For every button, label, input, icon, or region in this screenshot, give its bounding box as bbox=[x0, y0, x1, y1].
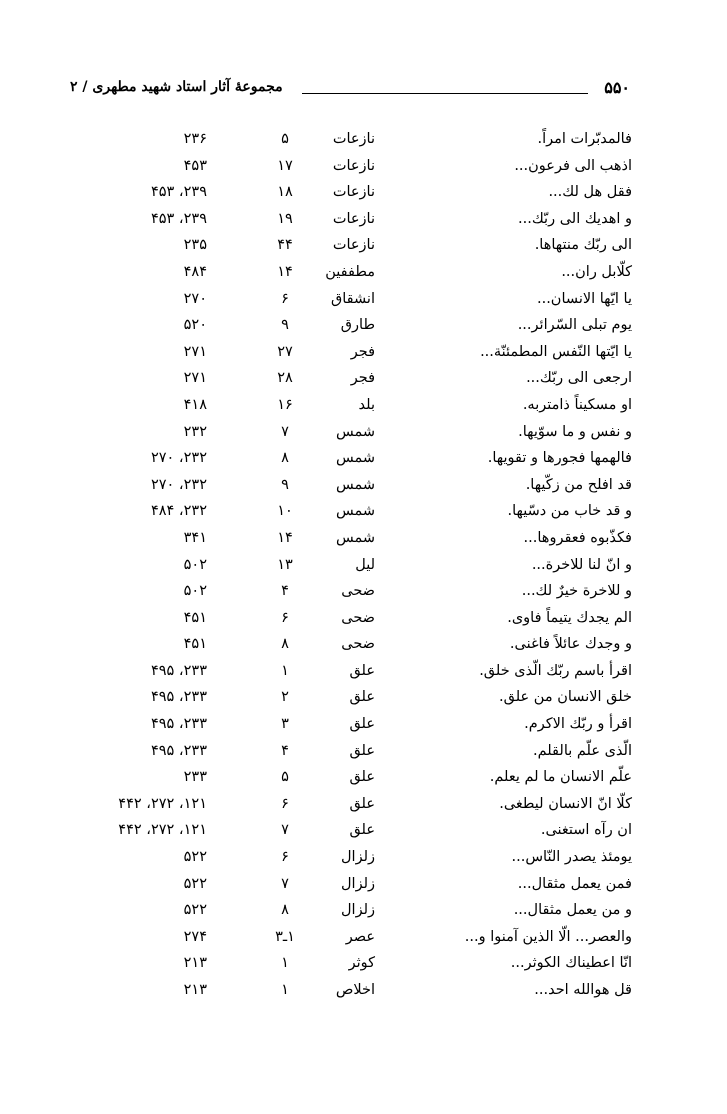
verse-text: فقل هل لك... bbox=[548, 184, 632, 201]
verse-number: ۹ bbox=[281, 476, 289, 493]
verse-text: و قد خاب من دسّیها. bbox=[507, 503, 632, 520]
page-refs: ۴۵۳ bbox=[183, 157, 207, 174]
page-refs: ۲۳۹، ۴۵۳ bbox=[150, 210, 207, 227]
verse-text: انّا اعطیناك الكوثر... bbox=[510, 955, 632, 972]
verse-number: ۱۳ bbox=[277, 556, 293, 573]
page-refs: ۲۳۵ bbox=[183, 237, 207, 254]
table-row bbox=[0, 711, 727, 738]
verse-number: ۳ bbox=[281, 716, 289, 733]
table-row bbox=[0, 498, 727, 525]
verse-number: ۱۴ bbox=[277, 529, 293, 546]
table-row bbox=[0, 472, 727, 499]
surah-name: ضحی bbox=[341, 636, 375, 653]
verse-number: ۴۴ bbox=[277, 237, 293, 254]
page-refs: ۲۳۲ bbox=[183, 423, 207, 440]
table-row bbox=[0, 552, 727, 579]
table-row bbox=[0, 684, 727, 711]
page-refs: ۵۰۲ bbox=[183, 583, 207, 600]
surah-name: لیل bbox=[355, 556, 375, 573]
verse-number: ۱ bbox=[281, 662, 289, 679]
table-row bbox=[0, 791, 727, 818]
verse-number: ۴ bbox=[281, 742, 289, 759]
page-refs: ۱۲۱، ۲۷۲، ۴۴۲ bbox=[118, 822, 207, 839]
surah-name: نازعات bbox=[332, 237, 375, 254]
verse-text: یومئذ یصدر النّاس... bbox=[511, 849, 632, 866]
verse-index-table bbox=[0, 126, 727, 1004]
surah-name: زلزال bbox=[341, 902, 375, 919]
surah-name: بلد bbox=[358, 396, 375, 413]
surah-name: فجر bbox=[350, 343, 375, 360]
verse-text: یا ایّتها النّفس المطمئنّة... bbox=[480, 343, 632, 360]
page-refs: ۲۳۳ bbox=[183, 769, 207, 786]
verse-text: ان رآه استغنی. bbox=[540, 822, 632, 839]
verse-text: الّذی علّم بالقلم. bbox=[533, 742, 632, 759]
verse-text: فمن یعمل مثقال... bbox=[517, 875, 632, 892]
verse-number: ۹ bbox=[281, 317, 289, 334]
verse-text: قل هوالله احد... bbox=[534, 982, 632, 998]
surah-name: علق bbox=[349, 662, 375, 679]
surah-name: اخلاص bbox=[335, 982, 375, 998]
table-row bbox=[0, 525, 727, 552]
page-refs: ۲۱۳ bbox=[183, 955, 207, 972]
table-row bbox=[0, 977, 727, 1004]
page-refs: ۳۴۱ bbox=[183, 529, 207, 546]
running-title: مجموعهٔ آثار استاد شهید مطهری / ۲ bbox=[70, 79, 283, 95]
page-refs: ۴۵۱ bbox=[183, 636, 207, 653]
surah-name: زلزال bbox=[341, 875, 375, 892]
page-header bbox=[70, 78, 630, 104]
surah-name: نازعات bbox=[332, 184, 375, 201]
verse-text: فالهمها فجورها و تقویها. bbox=[487, 450, 632, 467]
table-row bbox=[0, 232, 727, 259]
surah-name: علق bbox=[349, 769, 375, 786]
surah-name: ضحی bbox=[341, 583, 375, 600]
surah-name: شمس bbox=[335, 423, 375, 440]
verse-number: ۷ bbox=[281, 875, 289, 892]
table-row bbox=[0, 631, 727, 658]
verse-text: اقرأ و ربّك الاكرم. bbox=[524, 716, 632, 733]
page-refs: ۵۲۰ bbox=[183, 317, 207, 334]
page-refs: ۲۷۰ bbox=[183, 290, 207, 307]
page-refs: ۵۰۲ bbox=[183, 556, 207, 573]
table-row bbox=[0, 817, 727, 844]
table-row bbox=[0, 179, 727, 206]
verse-number: ۸ bbox=[281, 902, 289, 919]
verse-number: ۲۸ bbox=[277, 370, 293, 387]
page-refs: ۲۳۲، ۲۷۰ bbox=[150, 450, 207, 467]
surah-name: كوثر bbox=[348, 955, 375, 972]
surah-name: شمس bbox=[335, 503, 375, 520]
verse-text: یوم تبلی السّرائر... bbox=[517, 317, 632, 334]
page-refs: ۲۷۴ bbox=[183, 928, 207, 945]
page-refs: ۲۳۳، ۴۹۵ bbox=[150, 742, 207, 759]
header-rule bbox=[302, 93, 588, 94]
table-row bbox=[0, 605, 727, 632]
verse-text: علّم الانسان ما لم یعلم. bbox=[489, 769, 632, 786]
table-row bbox=[0, 153, 727, 180]
verse-number: ۶ bbox=[281, 609, 289, 626]
verse-text: اذهب الی فرعون... bbox=[514, 157, 632, 174]
page-refs: ۵۲۲ bbox=[183, 849, 207, 866]
table-row bbox=[0, 871, 727, 898]
page-refs: ۲۱۳ bbox=[183, 982, 207, 998]
surah-name: علق bbox=[349, 716, 375, 733]
table-row bbox=[0, 738, 727, 765]
verse-number: ۸ bbox=[281, 636, 289, 653]
verse-number: ۸ bbox=[281, 450, 289, 467]
verse-number: ۵ bbox=[281, 131, 289, 147]
surah-name: نازعات bbox=[332, 210, 375, 227]
table-row bbox=[0, 419, 727, 446]
verse-text: قد افلح من زكّیها. bbox=[525, 476, 632, 493]
page-refs: ۲۳۶ bbox=[183, 131, 207, 147]
verse-number: ۱ bbox=[281, 982, 289, 998]
verse-text: و من یعمل مثقال... bbox=[513, 902, 632, 919]
table-row bbox=[0, 365, 727, 392]
verse-number: ۱۷ bbox=[277, 157, 293, 174]
verse-text: والعصر... الّا الذین آمنوا و... bbox=[464, 928, 632, 945]
table-row bbox=[0, 658, 727, 685]
surah-name: علق bbox=[349, 689, 375, 706]
page-refs: ۲۳۲، ۴۸۴ bbox=[150, 503, 207, 520]
verse-text: و وجدك عائلاً فاغنی. bbox=[509, 636, 632, 653]
verse-number: ۱۶ bbox=[277, 396, 293, 413]
page-refs: ۲۷۱ bbox=[183, 370, 207, 387]
verse-text: یا ایّها الانسان... bbox=[536, 290, 632, 307]
surah-name: علق bbox=[349, 795, 375, 812]
verse-text: فالمدبّرات امراً. bbox=[537, 131, 632, 147]
verse-text: الی ربّك منتهاها. bbox=[534, 237, 632, 254]
surah-name: عصر bbox=[345, 928, 375, 945]
table-row bbox=[0, 764, 727, 791]
verse-text: و نفس و ما سوّیها. bbox=[518, 423, 632, 440]
surah-name: شمس bbox=[335, 529, 375, 546]
verse-text: او مسكیناً ذامتربه. bbox=[522, 396, 632, 413]
table-row bbox=[0, 126, 727, 153]
verse-text: و للاخرة خیرٌ لك... bbox=[521, 583, 632, 600]
page-refs: ۲۳۹، ۴۵۳ bbox=[150, 184, 207, 201]
verse-number: ۵ bbox=[281, 769, 289, 786]
table-row bbox=[0, 392, 727, 419]
page-refs: ۱۲۱، ۲۷۲، ۴۴۲ bbox=[118, 795, 207, 812]
table-row bbox=[0, 897, 727, 924]
surah-name: نازعات bbox=[332, 131, 375, 147]
surah-name: شمس bbox=[335, 450, 375, 467]
table-row bbox=[0, 844, 727, 871]
surah-name: علق bbox=[349, 822, 375, 839]
verse-number: ۷ bbox=[281, 822, 289, 839]
verse-number: ۱۹ bbox=[277, 210, 293, 227]
table-row bbox=[0, 259, 727, 286]
verse-text: الم یجدك یتیماً فاوی. bbox=[507, 609, 632, 626]
page-refs: ۵۲۲ bbox=[183, 875, 207, 892]
verse-number: ۴ bbox=[281, 583, 289, 600]
verse-number: ۶ bbox=[281, 849, 289, 866]
table-row bbox=[0, 578, 727, 605]
verse-number: ۲ bbox=[281, 689, 289, 706]
verse-number: ۶ bbox=[281, 795, 289, 812]
surah-name: نازعات bbox=[332, 157, 375, 174]
verse-number: ۱۸ bbox=[277, 184, 293, 201]
page-number: ۵۵۰ bbox=[604, 78, 630, 97]
verse-number: ۱ bbox=[281, 955, 289, 972]
verse-number: ۱۰ bbox=[277, 503, 293, 520]
surah-name: فجر bbox=[350, 370, 375, 387]
table-row bbox=[0, 339, 727, 366]
table-row bbox=[0, 924, 727, 951]
surah-name: مطففین bbox=[325, 263, 375, 280]
verse-text: كلّا انّ الانسان لیطغی. bbox=[499, 795, 632, 812]
table-row bbox=[0, 950, 727, 977]
table-row bbox=[0, 445, 727, 472]
verse-number: ۱ـ۳ bbox=[275, 928, 295, 945]
verse-number: ۱۴ bbox=[277, 263, 293, 280]
table-row bbox=[0, 286, 727, 313]
verse-text: فكذّبوه فعقروها... bbox=[523, 529, 632, 546]
page-refs: ۲۳۳، ۴۹۵ bbox=[150, 689, 207, 706]
surah-name: ضحی bbox=[341, 609, 375, 626]
verse-text: ارجعی الی ربّك... bbox=[526, 370, 632, 387]
surah-name: انشقاق bbox=[330, 290, 375, 307]
verse-text: كلّابل ران... bbox=[561, 263, 632, 280]
page-refs: ۲۷۱ bbox=[183, 343, 207, 360]
surah-name: طارق bbox=[340, 317, 375, 334]
verse-text: خلق الانسان من علق. bbox=[499, 689, 632, 706]
page-refs: ۲۳۲، ۲۷۰ bbox=[150, 476, 207, 493]
verse-number: ۶ bbox=[281, 290, 289, 307]
page-refs: ۲۳۳، ۴۹۵ bbox=[150, 662, 207, 679]
surah-name: شمس bbox=[335, 476, 375, 493]
surah-name: علق bbox=[349, 742, 375, 759]
page-refs: ۲۳۳، ۴۹۵ bbox=[150, 716, 207, 733]
table-row bbox=[0, 312, 727, 339]
page-refs: ۴۵۱ bbox=[183, 609, 207, 626]
verse-text: و انّ لنا للاخرة... bbox=[531, 556, 632, 573]
surah-name: زلزال bbox=[341, 849, 375, 866]
verse-number: ۷ bbox=[281, 423, 289, 440]
verse-text: و اهدیك الی ربّك... bbox=[518, 210, 632, 227]
verse-number: ۲۷ bbox=[277, 343, 293, 360]
table-row bbox=[0, 206, 727, 233]
page-refs: ۴۸۴ bbox=[183, 263, 207, 280]
verse-text: اقرأ باسم ربّك الّذی خلق. bbox=[479, 662, 632, 679]
page-refs: ۵۲۲ bbox=[183, 902, 207, 919]
page-refs: ۴۱۸ bbox=[183, 396, 207, 413]
